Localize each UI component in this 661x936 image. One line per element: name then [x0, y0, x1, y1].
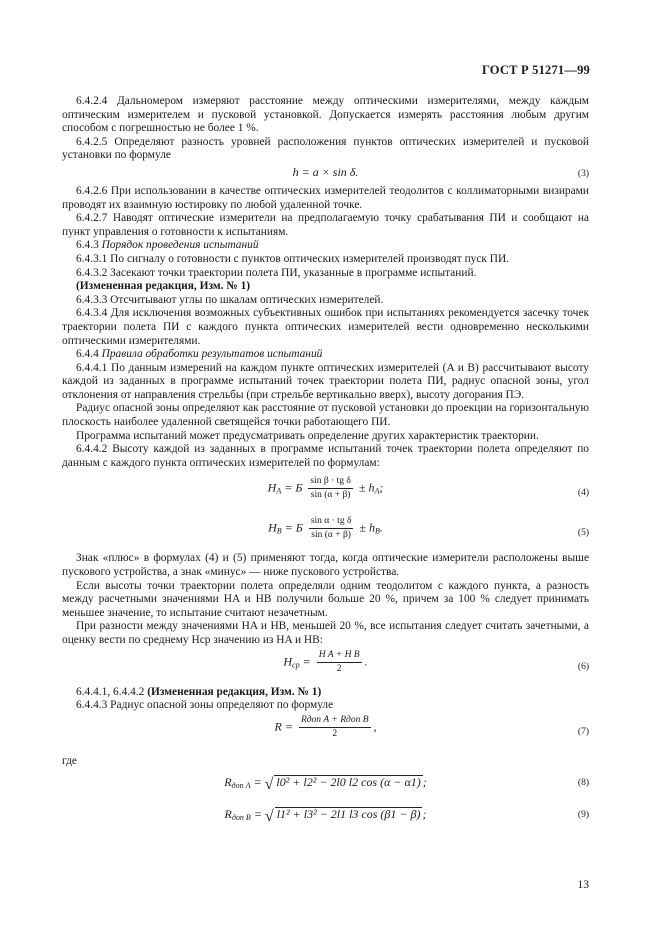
paragraph-program: Программа испытаний может предусматривать определение других характеристик траектории. — [76, 429, 539, 442]
formula-8 — [62, 772, 589, 800]
formula-4-numerator: sin β · tg δ — [308, 476, 352, 489]
formula-4-number: (4) — [577, 488, 589, 499]
formula-6-lhs: H — [283, 653, 293, 668]
document-body — [62, 95, 589, 832]
page-number: 13 — [577, 879, 589, 891]
formula-5-end: . — [379, 520, 383, 535]
paragraph-6-4-2-6: 6.4.2.6 При использовании в качестве оптических измерителей теодолитов с коллиматорными визирами проводят их взаимную юстировку по любой удаленной точке. — [62, 184, 589, 211]
formula-6-fraction — [317, 650, 362, 675]
formula-3 — [62, 163, 589, 185]
formula-8-end: ; — [422, 775, 427, 790]
formula-4-end: ; — [379, 480, 384, 495]
formula-9-radicand: l1² + l3² − 2l1 l3 cos (β1 − β) — [276, 807, 421, 822]
formula-7 — [62, 713, 589, 749]
formula-4 — [62, 474, 589, 510]
amendment-note-2-text: (Измененная редакция, Изм. № 1) — [147, 685, 322, 698]
paragraph-difference: При разности между значениями HA и HB, меньшей 20 %, все испытания следует считать зачетными, а оценку вести по среднему Hср значению из HA и HB: — [62, 620, 589, 646]
formula-4-denominator: sin (α + β) — [310, 490, 351, 501]
formula-7-numerator: Rдоп A + Rдоп B — [299, 715, 371, 728]
formula-5 — [62, 514, 589, 550]
formula-5-denominator: sin (α + β) — [311, 530, 351, 541]
formula-6 — [62, 648, 589, 684]
formula-5-fraction — [309, 516, 354, 541]
formula-9-number: (9) — [577, 810, 589, 821]
formula-7-denominator: 2 — [332, 728, 338, 739]
paragraph-6-4-4-1: 6.4.4.1 По данным измерений на каждом пункте оптических измерителей (A и B) рассчитывают высоту каждой из заданных в программе испытаний точек траектории полета ПИ, радиус опасной зоны, угол отклонения от направления стрельбы (при стрельбе вертикально вверх), высоту догорания ПЭ. — [62, 361, 589, 401]
paragraph-6-4-3-3: 6.4.3.3 Отсчитывают углы по шкалам оптических измерителей. — [76, 293, 384, 306]
formula-4-lhs-sub: A — [276, 486, 282, 496]
heading-6-4-4 — [62, 348, 589, 362]
paragraph-6-4-2-7: 6.4.2.7 Наводят оптические измерители на предполагаемую точку срабатывания ПИ и сообщают на пункт управления о готовности к испытаниям. — [62, 212, 589, 238]
formula-9-lhs-sub: доп B — [231, 813, 251, 823]
formula-4-rhs: ± h — [358, 480, 375, 495]
formula-9-end: ; — [422, 807, 427, 822]
paragraph-6-4-2-5: 6.4.2.5 Определяют разность уровней расположения пунктов оптических измерителей и пусковой установки по формуле — [62, 135, 589, 162]
formula-4-fraction — [308, 476, 352, 501]
formula-6-lhs-sub: ср — [292, 659, 300, 669]
formula-8-number: (8) — [577, 778, 589, 789]
formula-6-end: . — [364, 653, 368, 668]
paragraph-6-4-3-4: 6.4.3.4 Для исключения возможных субъективных ошибок при испытаниях рекомендуется засечку точек траектории полета ПИ с каждого пункта оптических измерителей вести одновременно несколькими оптическими измерителями. — [62, 307, 589, 347]
document-code-header: ГОСТ Р 51271—99 — [481, 63, 590, 77]
formula-9 — [62, 804, 589, 832]
sqrt-symbol-icon: √ — [264, 808, 274, 826]
heading-6-4-3 — [62, 239, 589, 253]
formula-7-end: , — [373, 719, 377, 734]
formula-5-lhs: H — [268, 520, 277, 535]
formula-8-lhs: R — [224, 775, 232, 790]
paragraph-sign-rule: Знак «плюс» в формулах (4) и (5) применяют тогда, когда оптические измерители расположены выше пускового устройства, а знак «минус» — ниже пускового устройства. — [62, 552, 589, 579]
amendment-note-2 — [62, 686, 589, 700]
formula-5-mid: = Б — [284, 520, 303, 535]
amendment-note-1: (Измененная редакция, Изм. № 1) — [76, 280, 251, 293]
heading-6-4-4-number: 6.4.4 — [76, 348, 99, 361]
formula-8-radicand: l0² + l2² − 2l0 l2 cos (α − α1) — [276, 775, 421, 790]
formula-4-mid: = Б — [284, 480, 303, 495]
formula-7-lhs: R = — [274, 719, 293, 734]
paragraph-radius-definition: Радиус опасной зоны определяют как расстояние от пусковой установки до проекции на горизонтальную плоскость наиболее удаленной светящейся точки работающего ПИ. — [62, 402, 589, 429]
formula-4-lhs: H — [267, 480, 277, 495]
paragraph-6-4-4-3: 6.4.4.3 Радиус опасной зоны определяют по формуле — [76, 699, 334, 712]
formula-6-numerator: H A + H B — [317, 650, 362, 663]
paragraph-6-4-2-4: 6.4.2.4 Дальномером измеряют расстояние между оптическими измерителями, между каждым оптическим измерителем и пусковой установкой. Допускается измерять расстояния любым другим способом с погрешностью не более 1 %. — [62, 95, 589, 135]
paragraph-6-4-3-1: 6.4.3.1 По сигналу о готовности с пунктов оптических измерителей производят пуск ПИ. — [76, 252, 510, 265]
heading-6-4-3-title: Порядок проведения испытаний — [101, 239, 259, 252]
paragraph-single-theodolite: Если высоты точки траектории полета определяли одним теодолитом с каждого пункта, а разность между расчетными значениями HA и HB получили больше 20 %, причем за 100 % следует принимать меньшее значение, то испытание считают незачетным. — [62, 579, 589, 619]
formula-9-mid: = — [253, 807, 262, 822]
formula-7-fraction — [299, 715, 371, 740]
paragraph-6-4-4-2: 6.4.4.2 Высоту каждой из заданных в программе испытаний точек траектории полета определяют по данным с каждого пункта оптических измерителей по формулам: — [62, 443, 589, 469]
formula-5-numerator: sin α · tg δ — [309, 516, 354, 529]
paragraph-6-4-3-2: 6.4.3.2 Засекают точки траектории полета ПИ, указанные в программе испытаний. — [76, 266, 477, 279]
formula-6-mid: = — [302, 653, 311, 668]
formula-8-lhs-sub: доп A — [231, 781, 251, 791]
formula-7-number: (7) — [577, 726, 589, 737]
formula-5-rhs: ± h — [359, 520, 376, 535]
heading-6-4-4-title: Правила обработки результатов испытаний — [101, 348, 323, 361]
formula-9-lhs: R — [224, 807, 232, 822]
formula-5-rhs-sub: B — [375, 526, 380, 536]
formula-8-mid: = — [253, 775, 262, 790]
heading-6-4-3-number: 6.4.3 — [76, 239, 99, 252]
formula-5-number: (5) — [577, 528, 589, 539]
amendment-note-2-ref: 6.4.4.1, 6.4.4.2 — [76, 685, 145, 698]
sqrt-symbol-icon: √ — [264, 776, 274, 794]
formula-6-number: (6) — [577, 661, 589, 672]
formula-5-lhs-sub: B — [276, 526, 282, 536]
formula-6-denominator: 2 — [336, 663, 342, 674]
formula-3-number: (3) — [577, 168, 589, 179]
formula-3-expression: h = a × sin δ. — [292, 164, 359, 179]
formula-4-rhs-sub: A — [374, 486, 380, 496]
where-label: где — [62, 754, 77, 767]
